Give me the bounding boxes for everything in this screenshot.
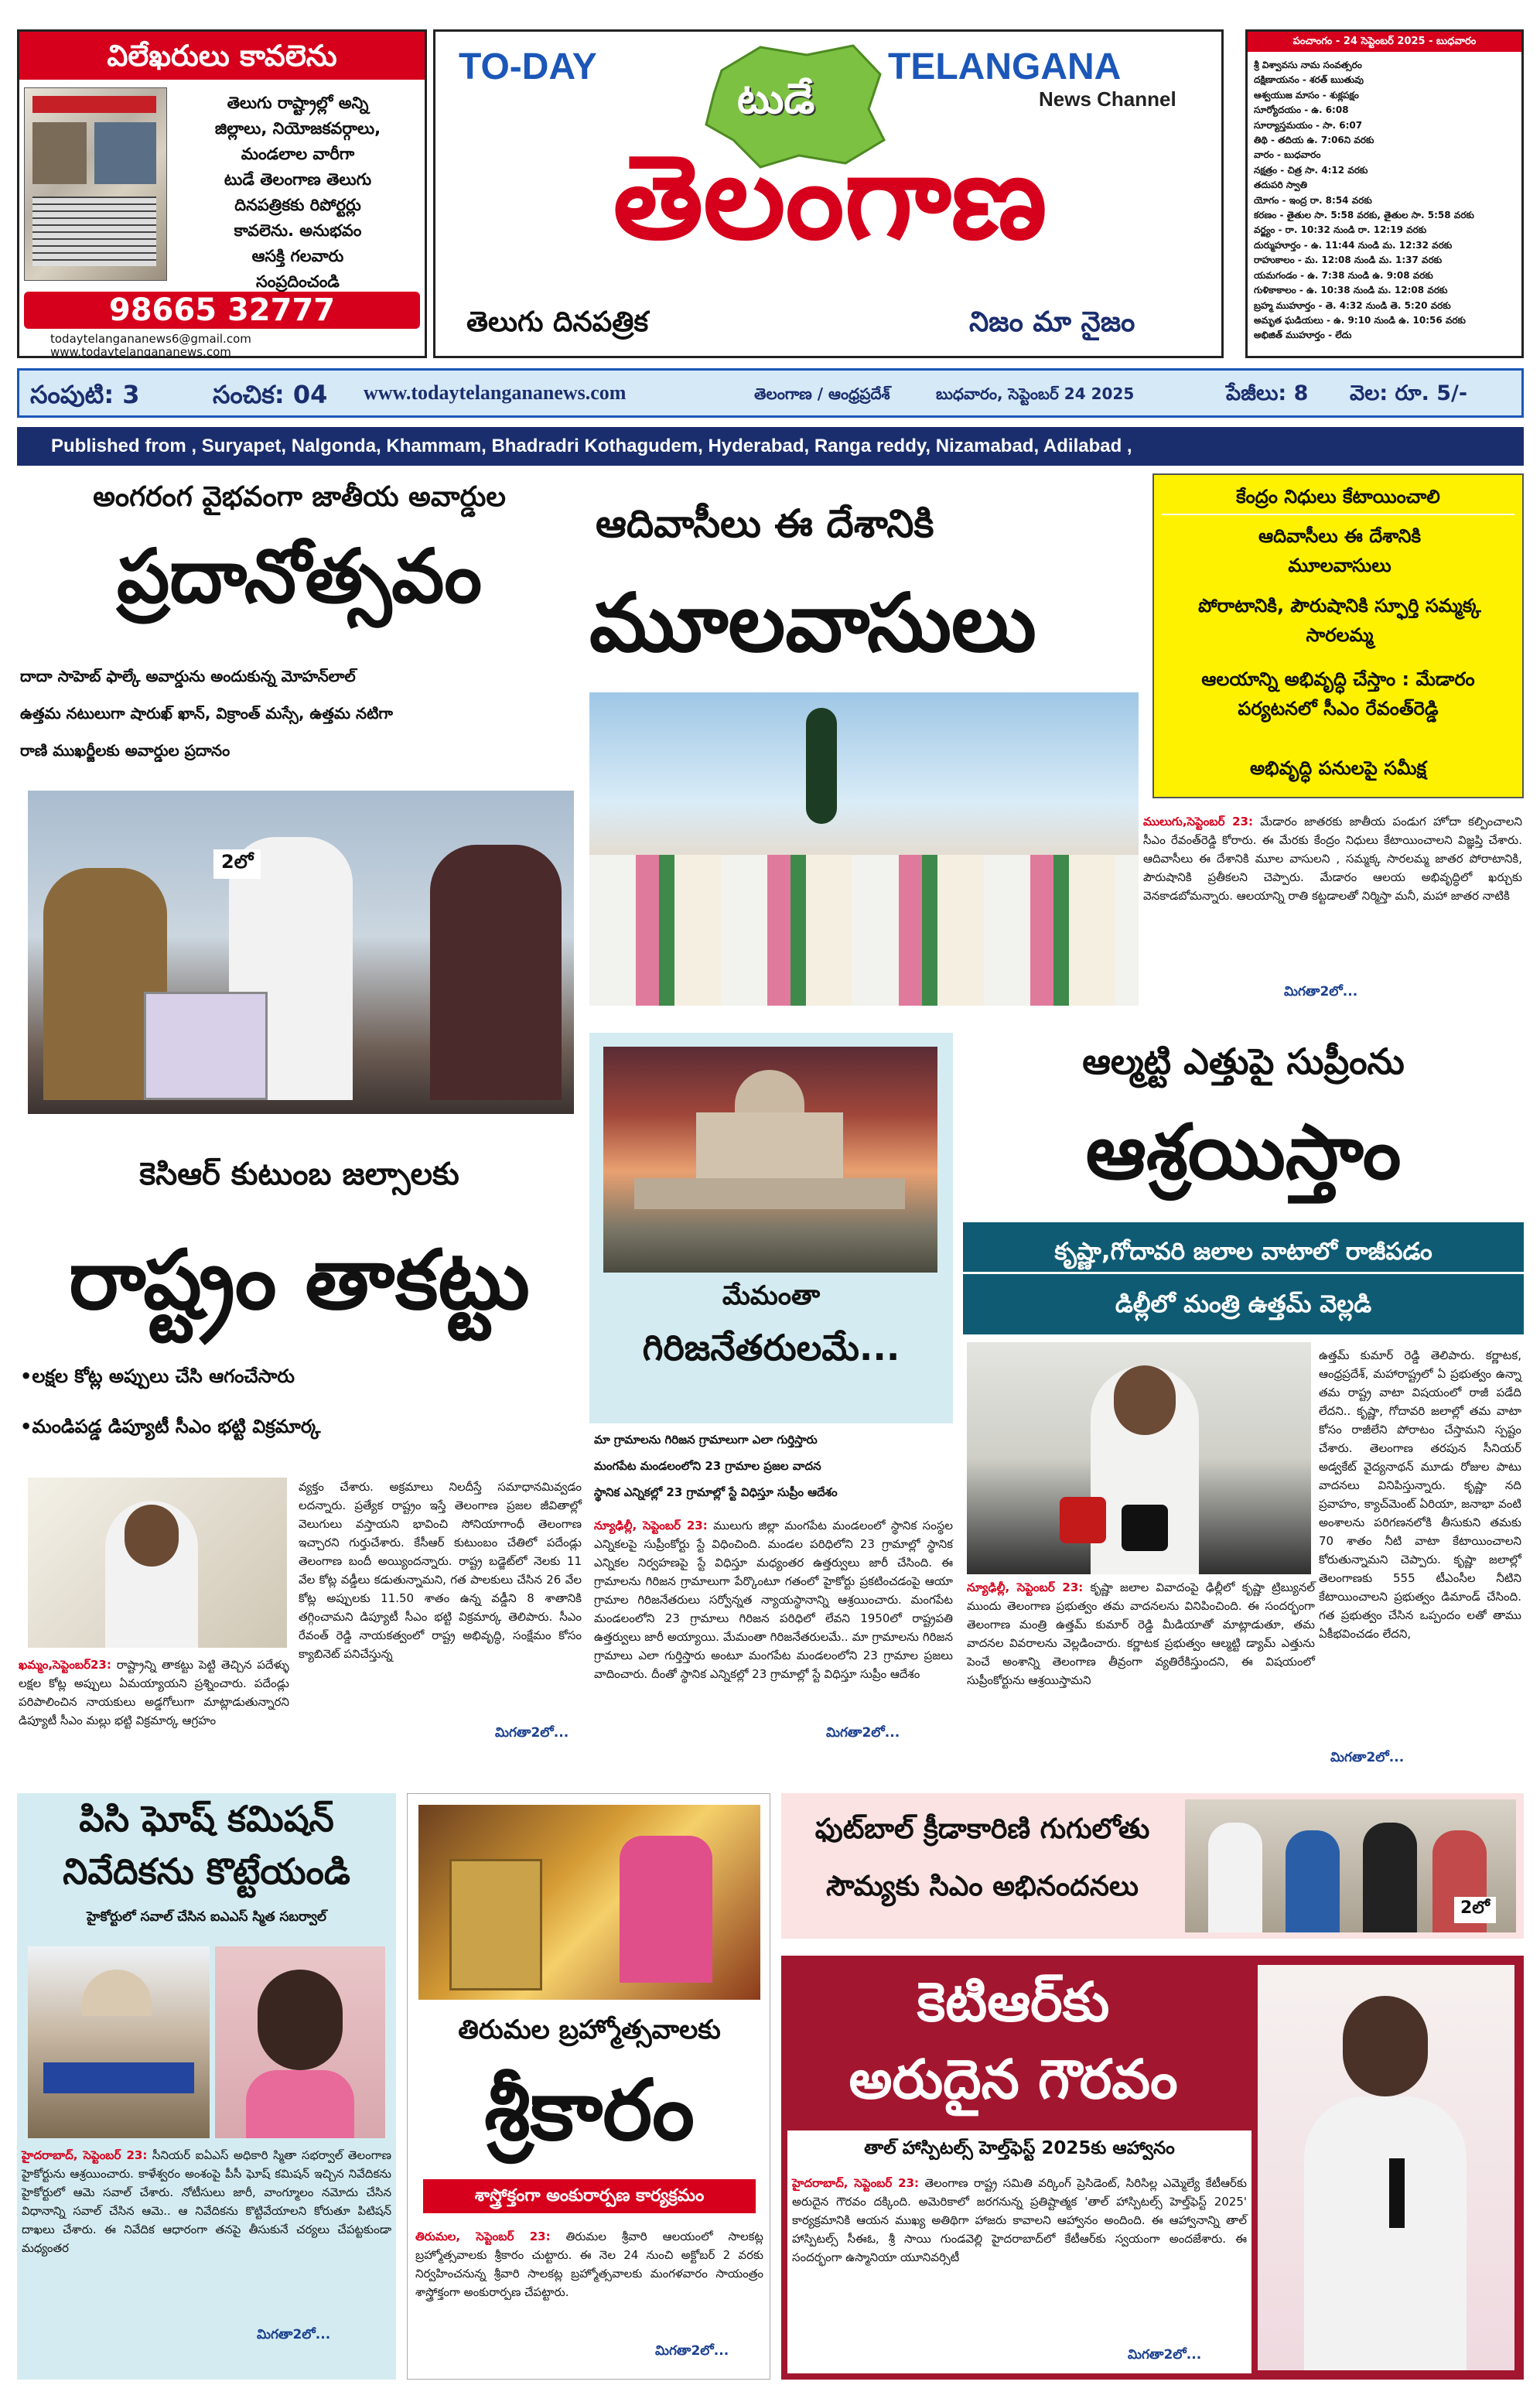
panchangam [1245, 29, 1524, 358]
panchangam-line: వారం - బుధవారం [1254, 149, 1321, 161]
smita-photo [215, 1946, 385, 2138]
panchangam-line: అమృత ఘడియలు - ఉ. 9:10 నుండి ఉ. 10:56 వరకు [1254, 314, 1466, 326]
panchangam-line: గుళికాకాలం - ఉ. 10:38 నుండి మ. 12:08 వరకు [1254, 285, 1448, 296]
price: వెల: రూ. 5/- [1350, 381, 1468, 405]
awards-sub2: ఉత్తమ నటులుగా షారుఖ్ ఖాన్, విక్రాంత్ మస్సే, ఉత్తమ నటిగా [20, 704, 393, 723]
football-photo [1185, 1799, 1516, 1932]
panchangam-line: తిథి - తదియ ఉ. 7:06ని వరకు [1254, 135, 1374, 146]
ad-phone: 98665 32777 [24, 292, 420, 329]
kcr-text-left [19, 1655, 289, 1730]
adivasi-text [1143, 812, 1522, 905]
almatti-dateline: న్యూఢిల్లీ, సెప్టెంబర్ 23: [967, 1580, 1084, 1594]
ktr-box [781, 1956, 1524, 2380]
ktr-text [792, 2174, 1247, 2267]
tirumala-ribbon: శాస్త్రోక్తంగా అంకురార్పణ కార్యక్రమం [423, 2179, 756, 2213]
highcourt-photo [28, 1946, 210, 2138]
kcr-kicker: కెసిఆర్ కుటుంబ జల్సాలకు [139, 1157, 459, 1192]
highlight-item: ఆలయాన్ని అభివృద్ధి చేస్తాం : మేడారం పర్యటనలో సీఎం రేవంత్‌రెడ్డి [1201, 668, 1475, 719]
masthead-tude: టుడే [737, 74, 815, 123]
recruitment-ad [17, 29, 427, 358]
panchangam-line: సూర్యోదయం - ఉ. 6:08 [1254, 104, 1349, 116]
panchangam-line: దక్షిణాయనం - శరత్ ఋతువు [1254, 74, 1364, 86]
football-box [781, 1793, 1524, 1939]
panchangam-line: బ్రహ్మ ముహూర్తం - తె. 4:32 నుండి తె. 5:20 వరకు [1254, 299, 1451, 311]
ktr-text-panel [787, 2130, 1251, 2373]
court-kicker: మేమంతా [722, 1280, 821, 1311]
almatti-text [967, 1578, 1315, 1690]
highlight-item: కేంద్రం నిధులు కేటాయించాలి [1162, 484, 1514, 515]
court-more[interactable]: మిగతా2లో... [826, 1725, 900, 1741]
adivasi-kicker: ఆదివాసీలు ఈ దేశానికి [596, 501, 934, 546]
published-from: Published from , Suryapet, Nalgonda, Khammam, Bhadradri Kothagudem, Hyderabad, Ranga reddy, Nizamabad, Adilabad , [17, 427, 1524, 466]
issue: సంచిక: 04 [213, 380, 328, 409]
panchangam-lines [1254, 58, 1521, 343]
ktr-line2: అరుదైన గౌరవం [849, 2048, 1178, 2111]
court-sub1: మా గ్రామాలను గిరిజన గ్రామాలుగా ఎలా గుర్తిస్తారు [594, 1433, 818, 1447]
ad-line: దినపత్రికకు రిపోర్టర్లు [234, 196, 361, 214]
masthead-title: తెలంగాణ [613, 131, 1047, 265]
adivasi-dateline: ములుగు,సెప్టెంబర్ 23: [1143, 815, 1253, 829]
ad-text [174, 91, 422, 295]
highlight-item: ఆదివాసీలు ఈ దేశానికి మూలవాసులు [1258, 525, 1421, 576]
ghosh-body: సీనియర్ ఐఏఎస్ అధికారి స్మితా సభర్వాల్ తెలంగాణ హైకోర్టును ఆశ్రయించారు. కాళేశ్వరం అంశంపై పీసీ ఘోష్ కమిషన్ ఇచ్చిన నివేదికను హైకోర్టులో ఆమె సవాల్ చేశారు. నోటీసులు జారీ, వాంగ్మూలం నమోదు చేసిన విధానాన్ని సవాల్ చేసిన ఆమె.. ఆ నివేదికను కొట్టివేయాలని కోరుతూ పిటిషన్ దాఖలు చేశారు. ఈ నివేదిక ఆధారంగా తనపై తీసుకునే చర్యలు చేపట్టకుండా మధ్యంతర [22, 2148, 391, 2255]
awards-badge: 2లో [213, 849, 261, 879]
kcr-dateline: ఖమ్మం,సెప్టెంబర్23: [19, 1658, 111, 1672]
court-text [594, 1516, 953, 1683]
states: తెలంగాణ / ఆంధ్రప్రదేశ్ [754, 384, 890, 403]
ad-email: todaytelangananews6@gmail.com [50, 332, 251, 346]
ad-title: విలేఖరులు కావలెను [19, 32, 425, 80]
almatti-more[interactable]: మిగతా2లో... [1330, 1750, 1405, 1765]
ghosh-sub: హైకోర్టులో సవాల్ చేసిన ఐఎఎస్ స్మిత సబర్వాల్ [87, 1909, 326, 1925]
panchangam-line: నక్షత్రం - చిత్ర సా. 4:12 వరకు [1254, 164, 1368, 176]
masthead-telangana: TELANGANA [888, 46, 1122, 87]
masthead-daily: తెలుగు దినపత్రిక [466, 306, 649, 338]
website-link[interactable]: www.todaytelangananews.com [364, 381, 627, 404]
kcr-headline: రాష్ట్రం తాకట్టు [69, 1232, 530, 1327]
court-headline: గిరిజనేతరులమే... [642, 1327, 900, 1368]
panchangam-line: యోగం - ఇంద్ర రా. 8:54 వరకు [1254, 194, 1372, 206]
highlight-item: పోరాటానికి, పౌరుషానికి స్ఫూర్తి సమ్మక్క సారలమ్మ [1198, 595, 1481, 646]
awards-sub1: దాదా సాహెబ్ ఫాల్కే అవార్డును అందుకున్న మోహన్‌లాల్ [20, 667, 356, 685]
ghosh-more[interactable]: మిగతా2లో... [257, 2327, 331, 2342]
panchangam-line: సూర్యాస్తమయం - సా. 6:07 [1254, 119, 1363, 131]
uttam-photo [967, 1342, 1311, 1574]
court-dateline: న్యూఢిల్లీ, సెప్టెంబర్ 23: [594, 1519, 708, 1532]
kcr-text-right: వ్యక్తం చేశారు. అక్రమాలు నిలదీస్తే సమాధానమివ్వడం లదన్నారు. ప్రత్యేక రాష్ట్రం ఇస్తే తెలంగాణ ప్రజల జీవితాల్లో వెలుగులు వస్తాయని భావించి సోనియాగాంధీ తెలంగాణ ఇచ్చారని గుర్తుచేశారు. కేసీఆర్ కుటుంబం చేతిలో పదేండ్లు తెలంగాణ బందీ అయ్యిందన్నారు. రాష్ట్ర బడ్జెట్‌లో నెలకు 11 వేల కోట్ల వడ్డీలు కడుతున్నామని, గత పాలకులు చేసిన 26 వేల కోట్ల అప్పులకు 11.50 శాతం ఉన్న వడ్డీని 8 శాతానికి తగ్గించామని డిప్యూటీ సీఎం భట్టి విక్రమార్క తెలిపారు. సీఎం రేవంత్ రెడ్డి నాయకత్వంలో రాష్ట్ర అభివృద్ధి, సంక్షేమం కోసం క్యాబినెట్ పనిచేస్తున్న [299, 1480, 582, 1661]
almatti-kicker: ఆల్మట్టి ఎత్తుపై సుప్రీంను [1082, 1040, 1405, 1082]
tirumala-more[interactable]: మిగతా2లో... [655, 2343, 729, 2359]
pages: పేజీలు: 8 [1226, 381, 1309, 405]
panchangam-header: పంచాంగం - 24 సెప్టెంబర్ 2025 - బుధవారం [1248, 32, 1521, 52]
almatti-sub-box [963, 1222, 1524, 1334]
football-badge: 2లో [1454, 1897, 1496, 1923]
ghosh-dateline: హైదరాబాద్, సెప్టెంబర్ 23: [22, 2148, 148, 2162]
almatti-sub2: డిల్లీలో మంత్రి ఉత్తమ్ వెల్లడి [1115, 1290, 1372, 1318]
football-line1: ఫుట్‌బాల్ క్రీడాకారిణి గుగులోతు [814, 1813, 1150, 1845]
info-bar [17, 368, 1524, 418]
ktr-more[interactable]: మిగతా2లో... [1128, 2347, 1202, 2363]
adivasi-body-text: మేడారం జాతరకు జాతీయ పండుగ హోదా కల్పించాలని సీఎం రేవంత్‌రెడ్డి కోరారు. ఈ మేరకు కేంద్రం నిధులు కేటాయించాలని విజ్ఞప్తి చేశారు. ఆదివాసీలు ఈ దేశానికి మూల వాసులని , సమ్మక్క సారలమ్మ జాతర పోరాటానికి, పౌరుషానికి ప్రతీకలని చెప్పారు. మేడారం ఆలయ అభివృద్ధిలో ఖర్చుకు వెనకాడబోమన్నారు. ఆలయాన్ని రాతి కట్టడాలతో నిర్మిస్తా మనీ, మహా జాతర నాటికి [1143, 815, 1522, 903]
masthead-motto: నిజం మా నైజం [969, 306, 1135, 338]
panchangam-line: దుర్ముహూర్తం - ఉ. 11:44 నుండి మ. 12:32 వరకు [1254, 239, 1453, 251]
court-sub3: స్థానిక ఎన్నికల్లో 23 గ్రామాల్లో స్టే విధిస్తూ సుప్రీం ఆదేశం [594, 1485, 838, 1499]
ktr-photo [1258, 1965, 1514, 2370]
panchangam-line: అభిజిత్ ముహూర్తం - లేదు [1254, 330, 1352, 341]
ad-line: ఆసక్తి గలవారు [251, 247, 344, 265]
ad-line: సంప్రదించండి [256, 272, 340, 291]
court-photo [603, 1047, 937, 1273]
football-line2: సౌమ్యకు సిఎం అభినందనలు [826, 1871, 1139, 1902]
awards-kicker: అంగరంగ వైభవంగా జాతీయ అవార్డుల [93, 481, 506, 513]
ktr-sub: తాల్ హాస్పిటల్స్ హెల్త్‌ఫెస్ట్ 2025కు ఆహ్వానం [864, 2138, 1175, 2158]
tirumala-box [407, 1793, 770, 2380]
kcr-bullet1: •లక్షల కోట్ల అప్పులు చేసి ఆగంచేసారు [20, 1365, 295, 1387]
adivasi-photo [589, 692, 1139, 1006]
adivasi-more[interactable]: మిగతా2లో... [1284, 984, 1358, 999]
panchangam-line: ఆశ్వయుజ మాసం - శుక్లపక్షం [1254, 89, 1359, 101]
masthead-today: TO-DAY [459, 46, 597, 87]
ad-line: టుడే తెలంగాణ తెలుగు [224, 170, 372, 189]
kcr-body-left: రాష్ట్రాన్ని తాకట్టు పెట్టి తెచ్చిన పదేళ్ళు లక్షల కోట్ల అప్పులు ఏమయ్యాయని ప్రశ్నించారు. పదేండ్లు పరిపాలించిన నాయకులు అడ్డగోలుగా మాట్లాడుతున్నారని డిప్యూటీ సీఎం మల్లు భట్టి విక్రమార్క ఆగ్రహం [19, 1658, 289, 1727]
masthead [433, 29, 1224, 358]
panchangam-line: రాహుకాలం - మ. 12:08 నుండి మ. 1:37 వరకు [1254, 255, 1443, 266]
issue-date: బుధవారం, సెప్టెంబర్ 24 2025 [936, 384, 1135, 403]
tirumala-dateline: తిరుమల, సెప్టెంబర్ 23: [415, 2230, 551, 2243]
panchangam-line: వర్జ్యం - రా. 10:32 నుండి రా. 12:19 వరకు [1254, 224, 1427, 236]
awards-sub3: రాణి ముఖర్జీలకు అవార్డుల ప్రదానం [20, 741, 230, 760]
almatti-body: కృష్ణా జలాల వివాదంపై ఢిల్లీలో కృష్ణా ట్రిబ్యునల్ ముందు తెలంగాణ ప్రభుత్వం తమ వాదనలను వినిపించింది. ఈ సందర్భంగా తెలంగాణ మంత్రి ఉత్తమ్ కుమార్ రెడ్డి మీడియాతో మాట్లాడుతూ, తమ వాదనల వివరాలను వెల్లడించారు. కర్ణాటక ప్రభుత్వం ఆల్మట్టి డ్యామ్ ఎత్తును పెంచే అంశాన్ని తెలంగాణ తీవ్రంగా వ్యతిరేకిస్తుందని, ఈ విషయంలో సుప్రీంకోర్టును ఆశ్రయిస్తామని [967, 1580, 1315, 1687]
highlight-item: అభివృద్ధి పనులపై సమీక్ష [1249, 757, 1426, 779]
tirumala-text [415, 2227, 763, 2301]
ktr-line1: కెటిఆర్‌కు [917, 1970, 1110, 2034]
tirumala-photo [418, 1805, 760, 2000]
tirumala-body: తిరుమల శ్రీవారి ఆలయంలో సాలకట్ల బ్రహ్మోత్సవాలకు శ్రీకారం చుట్టారు. ఈ నెల 24 నుంచి అక్టోబర్ 2 వరకు నిర్వహించనున్న శ్రీవారి సాలకట్ల బ్రహ్మోత్సవాలకు మంగళవారం సాయంత్రం శాస్త్రోక్తంగా అంకురార్పణ చేపట్టారు. [415, 2230, 763, 2299]
kcr-bullet2: •మండిపడ్డ డిప్యూటీ సీఎం భట్టి విక్రమార్క [20, 1416, 321, 1437]
panchangam-line: కరణం - తైతుల సా. 5:58 వరకు, తైతుల సా. 5:58 వరకు [1254, 210, 1474, 221]
kcr-more[interactable]: మిగతా2లో... [495, 1725, 569, 1741]
highlights-box [1152, 473, 1524, 798]
ktr-body: తెలంగాణ రాష్ట్ర సమితి వర్కింగ్ ప్రెసిడెంట్, సిరిసిల్ల ఎమ్మెల్యే కేటీఆర్‌కు అరుదైన గౌరవం దక్కింది. అమెరికాలో జరగనున్న ప్రతిష్టాత్మక 'తాల్ హాస్పిటల్స్ హెల్త్‌ఫెస్ట్ 2025' కార్యక్రమానికి ఆయన ముఖ్య అతిథిగా హాజరు కావాలని ఆహ్వానం అందింది. ఈ ఆహ్వానాన్ని తాల్ హాస్పిటల్స్ సీఈఓ, శ్రీ సాయి గుండవెల్లి హైదరాబాద్‌లో కేటీఆర్‌కు స్వయంగా అందజేశారు. ఈ సందర్భంగా ఉస్మానియా యూనివర్సిటీ [792, 2176, 1247, 2264]
ktr-dateline: హైదరాబాద్, సెప్టెంబర్ 23: [792, 2176, 920, 2190]
panchangam-line: తదుపరి స్వాతి [1254, 179, 1308, 191]
volume: సంపుటి: 3 [30, 380, 140, 409]
court-box [589, 1033, 953, 1423]
ghosh-head1: పిసి ఘోష్ కమిషన్ [79, 1798, 334, 1840]
almatti-headline: ఆశ్రయిస్తాం [1085, 1109, 1402, 1197]
ad-line: మండలాల వారీగా [241, 145, 355, 163]
almatti-sub1: కృష్ణా,గోదావరి జలాల వాటాలో రాజీపడం [963, 1232, 1524, 1274]
almatti-right-col: ఉత్తమ్ కుమార్ రెడ్డి తెలిపారు. కర్ణాటక, ఆంధ్రప్రదేశ్, మహారాష్ట్రలో ఏ ప్రభుత్వం ఉన్నా తమ రాష్ట్ర వాటా విషయంలో రాజీ పడేది లేదని.. కృష్ణా, గోదావరి జలాల్లో తమ వాటా కోసం రాజీలేని పోరాటం చేస్తామని స్పష్టం చేశారు. తెలంగాణ తరపున సీనియర్ అడ్వకేట్ వైద్యనాథన్ మూడు రోజుల పాటు వాదనలు వినిపిస్తున్నారు. కృష్ణా నది ప్రవాహం, క్యాచ్‌మెంట్ ఏరియా, జనాభా వంటి అంశాలను పరిగణనలోకి తీసుకుని తమకు 70 శాతం నీటి వాటా కేటాయించాలని కోరుతున్నామని చెప్పారు. కృష్ణా జలాల్లో తెలంగాణకు 555 టీఎంసీల నీటిని కేటాయించాలని ప్రభుత్వం డిమాండ్ చేసింది. గత ప్రభుత్వం చేసిన ఒప్పందం లతో తాము ఏకీభవించడం లేదని, [1319, 1348, 1521, 1641]
ghosh-text [22, 2146, 391, 2257]
masthead-news-channel: News Channel [1039, 87, 1176, 111]
ghosh-box [17, 1793, 396, 2380]
awards-photo [28, 791, 574, 1114]
ad-line: తెలుగు రాష్ట్రాల్లో అన్ని [227, 94, 369, 112]
court-sub2: మంగపేట మండలంలోని 23 గ్రామాల ప్రజల వాదన [594, 1459, 821, 1473]
panchangam-line: యమగండం - ఉ. 7:38 నుండి ఉ. 9:08 వరకు [1254, 269, 1433, 281]
ad-website: www.todaytelangananews.com [50, 345, 231, 359]
ghosh-head2: నివేదికను కొట్టేయండి [63, 1850, 350, 1892]
panchangam-line: శ్రీ విశ్వావసు నామ సంవత్సరం [1254, 60, 1362, 70]
court-body: ములుగు జిల్లా మంగపేట మండలంలో స్థానిక సంస్థల ఎన్నికలపై సుప్రీంకోర్టు స్టే విధించింది. మండల పరిధిలోని 23 గ్రామాల్లో స్థానిక ఎన్నికల నిర్వహణపై స్టే విధిస్తూ మధ్యంతర ఉత్తర్వులు జారీ చేసింది. ఈ గ్రామాలను గిరిజన గ్రామాలుగా పేర్కొంటూ గతంలో హైకోర్టు ప్రకటించడంపై ఆయా గ్రామాల గిరిజనేతరులు సర్వోన్నత న్యాయస్థానాన్ని ఆశ్రయించారు. మంగపేట మండలంలోని 23 గ్రామాలు గిరిజన పరిధిలో లేవని 1950లో రాష్ట్రపతి ఉత్తర్వులు జారీ అయ్యాయి. మేమంతా గిరిజనేతరులమే.. మా గ్రామాలను గిరిజన గ్రామాలు ఎలా గుర్తిస్తారు అంటూ మంగపేట మండలంలోని 23 గ్రామాల ప్రజలు వాదించారు. దీంతో స్థానిక ఎన్నికల్లో 23 గ్రామాల్లో స్టే విధిస్తూ సుప్రీం ఆదేశం [594, 1519, 953, 1681]
awards-headline: ప్రదానోత్సవం [116, 533, 483, 620]
ad-newspaper-image [24, 87, 167, 281]
tirumala-headline: శ్రీకారం [484, 2062, 695, 2159]
ad-line: కావలెను. అనుభవం [234, 221, 362, 240]
tirumala-kicker: తిరుమల బ్రహ్మోత్సవాలకు [458, 2014, 721, 2045]
bhatti-photo [28, 1478, 287, 1648]
adivasi-headline: మూలవాసులు [589, 576, 1036, 670]
ad-line: జిల్లాలు, నియోజకవర్గాలు, [214, 119, 381, 138]
